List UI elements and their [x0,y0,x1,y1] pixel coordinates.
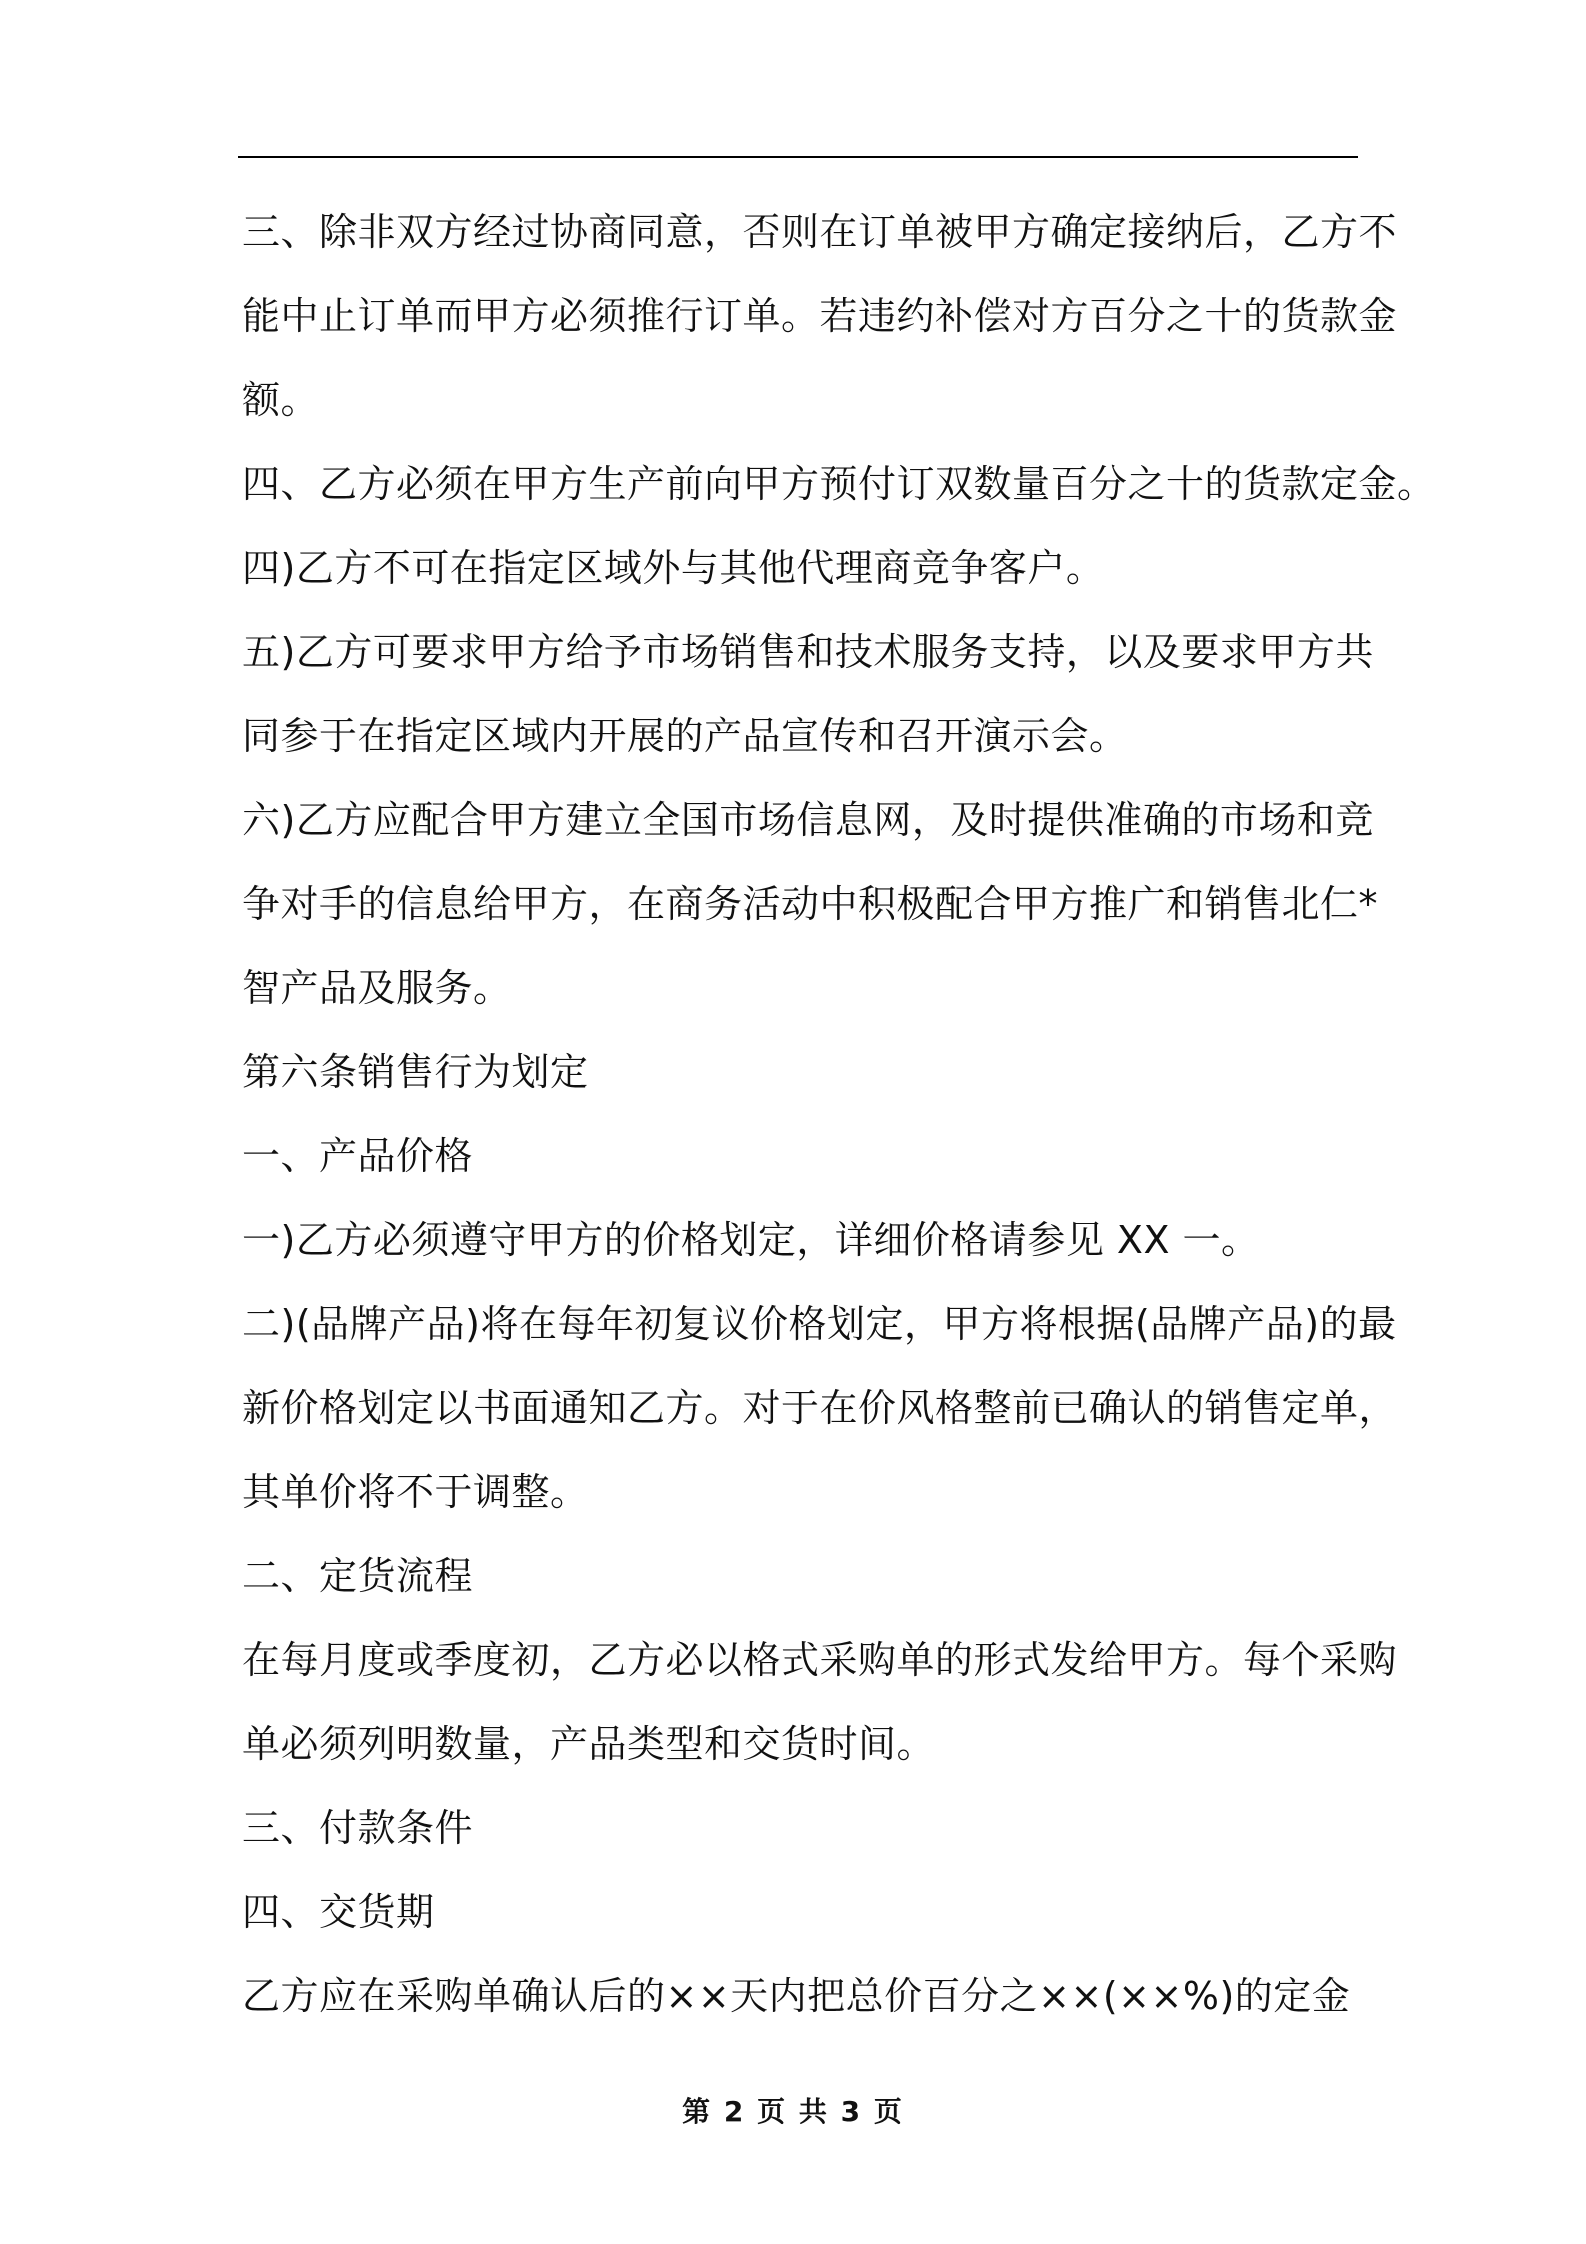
header-divider [238,156,1358,158]
text-line: 乙方应在采购单确认后的××天内把总价百分之××(××%)的定金 [242,1974,1351,2018]
text-line: 争对手的信息给甲方，在商务活动中积极配合甲方推广和销售北仁* [242,882,1379,926]
subsection-heading: 二、定货流程 [242,1554,474,1598]
text-line: 同参于在指定区域内开展的产品宣传和召开演示会。 [242,714,1128,758]
text-line: 四、乙方必须在甲方生产前向甲方预付订双数量百分之十的货款定金。 [242,462,1436,506]
page-number-footer: 第 2 页 共 3 页 [682,2095,904,2128]
text-line: 六)乙方应配合甲方建立全国市场信息网，及时提供准确的市场和竞 [242,798,1374,842]
text-line: 额。 [242,378,320,422]
text-line: 四)乙方不可在指定区域外与其他代理商竞争客户。 [242,546,1105,590]
text-line: 二)(品牌产品)将在每年初复议价格划定，甲方将根据(品牌产品)的最 [242,1302,1397,1346]
text-line: 三、除非双方经过协商同意，否则在订单被甲方确定接纳后，乙方不 [242,210,1398,254]
text-line: 五)乙方可要求甲方给予市场销售和技术服务支持，以及要求甲方共 [242,630,1374,674]
text-line: 新价格划定以书面通知乙方。对于在价风格整前已确认的销售定单， [242,1386,1398,1430]
text-line: 一)乙方必须遵守甲方的价格划定，详细价格请参见 XX 一。 [242,1218,1260,1262]
text-line: 在每月度或季度初，乙方必以格式采购单的形式发给甲方。每个采购 [242,1638,1398,1682]
subsection-heading: 三、付款条件 [242,1806,474,1850]
text-line: 智产品及服务。 [242,966,512,1010]
text-line: 能中止订单而甲方必须推行订单。若违约补偿对方百分之十的货款金 [242,294,1398,338]
section-heading: 第六条销售行为划定 [242,1050,589,1094]
subsection-heading: 一、产品价格 [242,1134,474,1178]
text-line: 单必须列明数量，产品类型和交货时间。 [242,1722,936,1766]
document-body [242,190,1436,2038]
subsection-heading: 四、交货期 [242,1890,435,1934]
text-line: 其单价将不于调整。 [242,1470,589,1514]
